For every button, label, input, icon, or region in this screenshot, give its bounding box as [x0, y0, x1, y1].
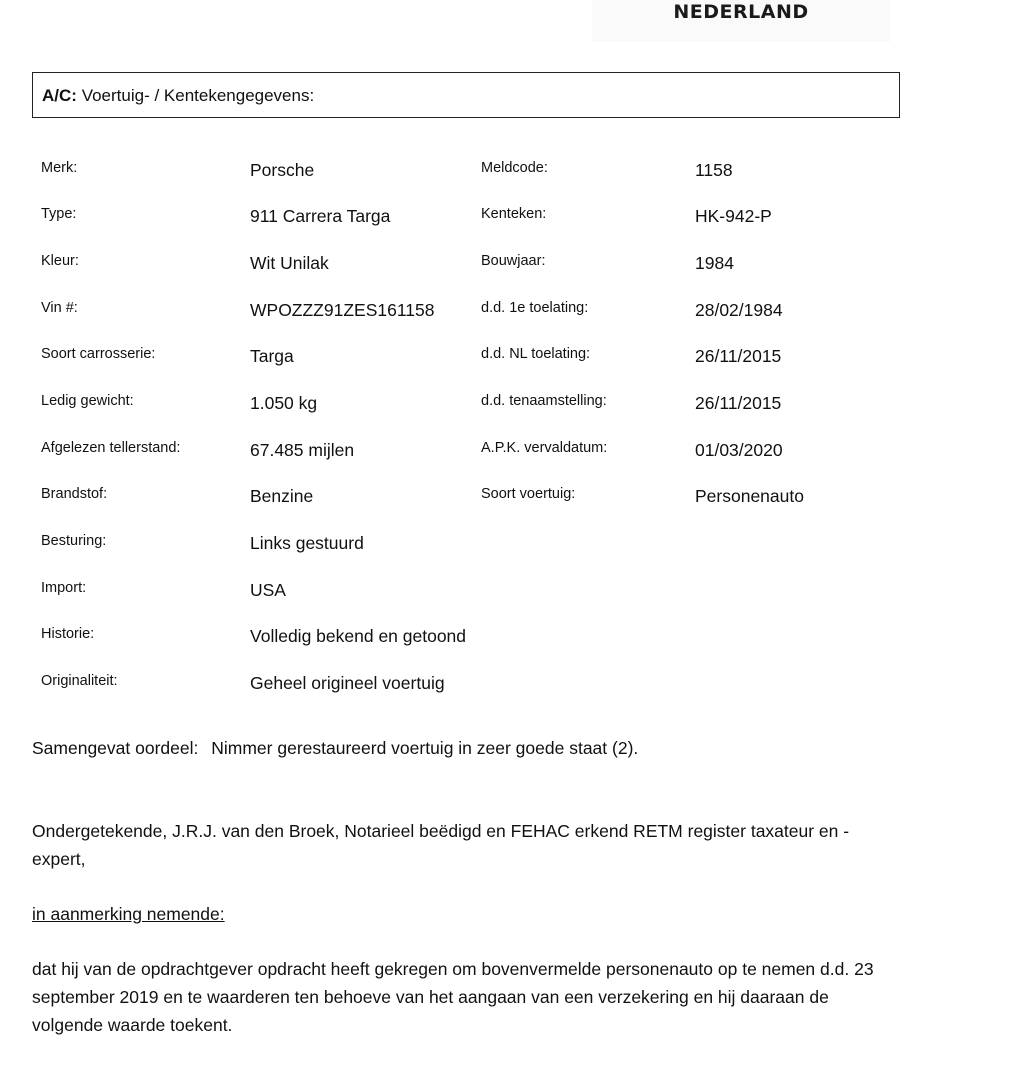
field-label-vin: Vin #: — [41, 300, 78, 316]
section-title-text: Voertuig- / Kentekengegevens: — [81, 86, 315, 105]
field-value-vin: WPOZZZ91ZES161158 — [250, 300, 435, 320]
logo — [592, 0, 890, 42]
field-value-tellerstand: 67.485 mijlen — [250, 440, 355, 460]
signatory-paragraph: Ondergetekende, J.R.J. van den Broek, Notarieel beëdigd en FEHAC erkend RETM register taxateur en -expert, — [32, 821, 850, 869]
field-label-bouwjaar: Bouwjaar: — [481, 253, 546, 269]
field-label-carrosserie: Soort carrosserie: — [41, 346, 156, 362]
field-value-brandstof: Benzine — [250, 486, 314, 506]
summary-text: Nimmer gerestaureerd voertuig in zeer goede staat (2). — [211, 738, 639, 758]
field-value-type: 911 Carrera Targa — [250, 206, 391, 226]
considering-heading: in aanmerking nemende: — [32, 904, 225, 924]
field-label-apk: A.P.K. vervaldatum: — [481, 440, 608, 456]
field-label-originaliteit: Originaliteit: — [41, 673, 118, 689]
field-label-merk: Merk: — [41, 160, 78, 176]
field-label-kleur: Kleur: — [41, 253, 79, 269]
field-value-kenteken: HK-942-P — [695, 206, 772, 226]
summary-line — [32, 734, 912, 762]
field-label-type: Type: — [41, 206, 77, 222]
section-code: A/C: — [42, 86, 77, 105]
logo-text: NEDERLAND — [673, 1, 809, 23]
field-label-nl-toelating: d.d. NL toelating: — [481, 346, 591, 362]
field-value-carrosserie: Targa — [250, 346, 294, 366]
field-value-merk: Porsche — [250, 160, 315, 180]
field-label-besturing: Besturing: — [41, 533, 107, 549]
summary-label: Samengevat oordeel: — [32, 738, 199, 758]
field-value-soort-voertuig: Personenauto — [695, 486, 804, 506]
field-label-import: Import: — [41, 580, 87, 596]
field-label-meldcode: Meldcode: — [481, 160, 548, 176]
field-label-historie: Historie: — [41, 626, 95, 642]
field-value-import: USA — [250, 580, 286, 600]
field-value-originaliteit: Geheel origineel voertuig — [250, 673, 445, 693]
field-label-kenteken: Kenteken: — [481, 206, 547, 222]
field-label-eerste-toelating: d.d. 1e toelating: — [481, 300, 589, 316]
field-value-kleur: Wit Unilak — [250, 253, 329, 273]
field-value-bouwjaar: 1984 — [695, 253, 734, 273]
field-value-apk: 01/03/2020 — [695, 440, 783, 460]
field-label-brandstof: Brandstof: — [41, 486, 108, 502]
field-value-historie: Volledig bekend en getoond — [250, 626, 467, 646]
field-label-tellerstand: Afgelezen tellerstand: — [41, 440, 181, 456]
field-label-gewicht: Ledig gewicht: — [41, 393, 134, 409]
field-value-nl-toelating: 26/11/2015 — [695, 346, 782, 366]
field-value-meldcode: 1158 — [695, 160, 733, 180]
field-label-soort-voertuig: Soort voertuig: — [481, 486, 576, 502]
section-title — [42, 86, 314, 106]
field-value-gewicht: 1.050 kg — [250, 393, 318, 413]
field-value-eerste-toelating: 28/02/1984 — [695, 300, 783, 320]
field-label-tenaamstelling: d.d. tenaamstelling: — [481, 393, 607, 409]
field-value-tenaamstelling: 26/11/2015 — [695, 393, 782, 413]
section-header — [32, 72, 900, 118]
statement-paragraph: dat hij van de opdrachtgever opdracht heeft gekregen om bovenvermelde personenauto op te nemen d.d. 23 september 2019 en te waarderen ten behoeve van het aangaan van een verzekering en hij daaraan de volgende waarde toekent. — [32, 959, 874, 1035]
field-value-besturing: Links gestuurd — [250, 533, 364, 553]
